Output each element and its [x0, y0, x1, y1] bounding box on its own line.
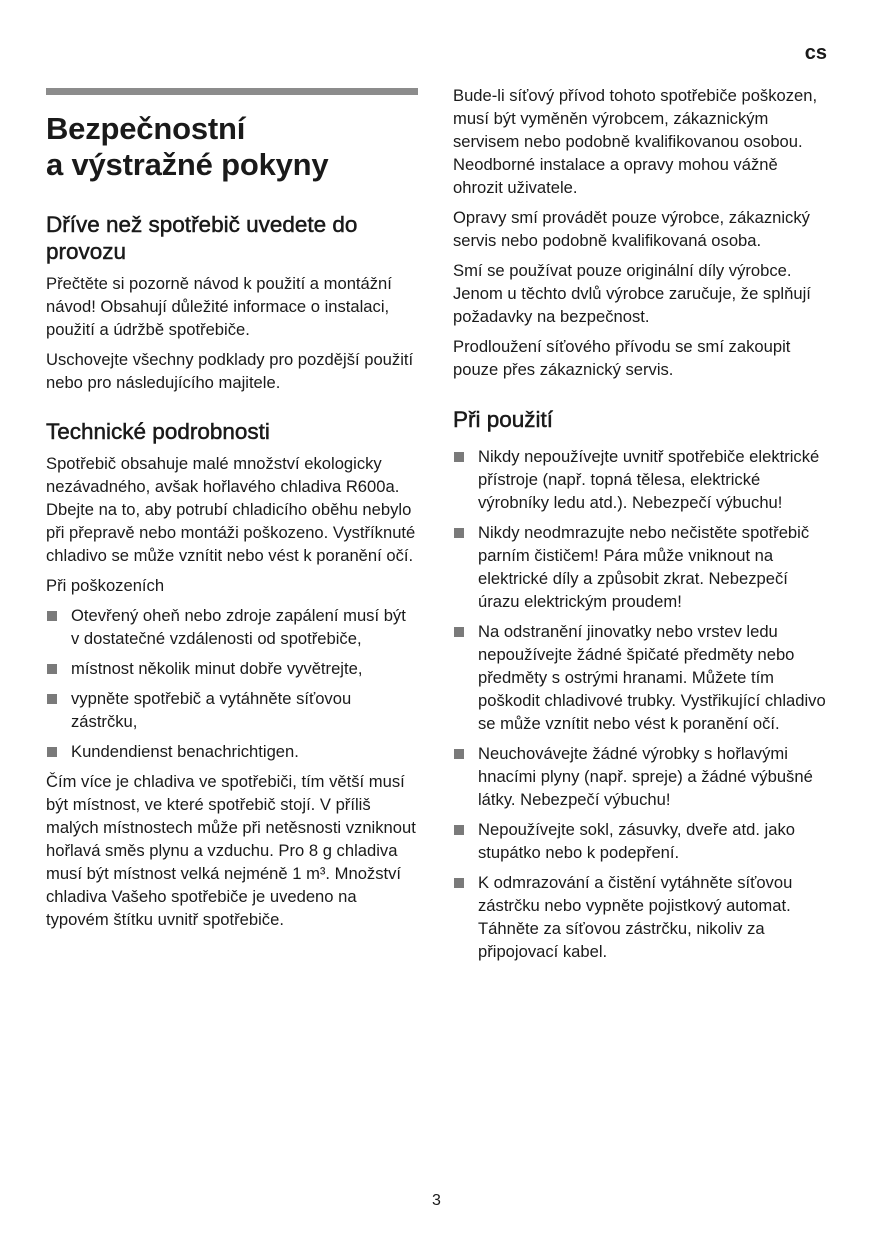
paragraph: Při poškozeních	[46, 576, 165, 595]
square-bullet-icon	[454, 825, 464, 835]
square-bullet-icon	[47, 694, 57, 704]
left-column	[46, 84, 418, 931]
list-item: místnost několik minut dobře vyvětrejte,	[46, 657, 418, 680]
section-heading-technical-details: Technické podrobnosti	[46, 419, 270, 444]
square-bullet-icon	[454, 452, 464, 462]
title-rule	[46, 88, 418, 95]
square-bullet-icon	[454, 528, 464, 538]
paragraph: Bude-li síťový přívod tohoto spotřebiče poškozen, musí být vyměněn výrobcem, zákaznickým servisem nebo podobně kvalifikovanou osobou. Neodborné instalace a opravy mohou vážně ohrozit uživatele.	[453, 86, 818, 197]
square-bullet-icon	[47, 664, 57, 674]
section-heading-before-use: Dříve než spotřebič uvedete do provozu	[46, 212, 358, 264]
paragraph: Smí se používat pouze originální díly výrobce. Jenom u těchto dvlů výrobce zaručuje, že splňují požadavky na bezpečnost.	[453, 261, 811, 326]
paragraph: Prodloužení síťového přívodu se smí zakoupit pouze přes zákaznický servis.	[453, 337, 791, 379]
paragraph: Opravy smí provádět pouze výrobce, zákaznický servis nebo podobně kvalifikovaná osoba.	[453, 208, 810, 250]
square-bullet-icon	[47, 611, 57, 621]
square-bullet-icon	[47, 747, 57, 757]
paragraph: Uschovejte všechny podklady pro pozdější použití nebo pro následujícího majitele.	[46, 350, 414, 392]
section-heading-during-use: Při použití	[453, 407, 554, 432]
page-number: 3	[432, 1192, 441, 1209]
right-column	[453, 84, 827, 963]
list-item: vypněte spotřebič a vytáhněte síťovou zástrčku,	[46, 687, 418, 733]
list-item: Neuchovávejte žádné výrobky s hořlavými hnacími plyny (např. spreje) a žádné výbušné látky. Nebezpečí výbuchu!	[453, 742, 827, 811]
bullet-list	[453, 445, 827, 963]
list-item: Nepoužívejte sokl, zásuvky, dveře atd. jako stupátko nebo k podepření.	[453, 818, 827, 864]
list-item: K odmrazování a čistění vytáhněte síťovou zástrčku nebo vypněte pojistkový automat. Táhněte za síťovou zástrčku, nikoliv za připojovací kabel.	[453, 871, 827, 963]
list-item: Na odstranění jinovatky nebo vrstev ledu nepoužívejte žádné špičaté předměty nebo předměty s ostrými hranami. Můžete tím poškodit chladivové trubky. Vystřikující chladivo se může vznítit nebo vést k poranění očí.	[453, 620, 827, 735]
paragraph: Spotřebič obsahuje malé množství ekologicky nezávadného, avšak hořlavého chladiva R600a. Dbejte na to, aby potrubí chladicího oběhu nebylo při přepravě nebo montáži poškozeno. Vystříknuté chladivo se může vznítit nebo vést k poranění očí.	[46, 454, 416, 565]
paragraph: Čím více je chladiva ve spotřebiči, tím větší musí být místnost, ve které spotřebič stojí. V příliš malých místnostech může při netěsnosti vzniknout hořlavá směs plynu a vzduchu. Pro 8 g chladiva musí být místnost velká nejméně 1 m³. Množství chladiva Vašeho spotřebiče je uvedeno na typovém štítku uvnitř spotřebiče.	[46, 772, 416, 929]
square-bullet-icon	[454, 627, 464, 637]
square-bullet-icon	[454, 749, 464, 759]
paragraph: Přečtěte si pozorně návod k použití a montážní návod! Obsahují důležité informace o instalaci, použití a údržbě spotřebiče.	[46, 274, 392, 339]
bullet-list	[46, 604, 418, 763]
list-item: Otevřený oheň nebo zdroje zapálení musí být v dostatečné vzdálenosti od spotřebiče,	[46, 604, 418, 650]
square-bullet-icon	[454, 878, 464, 888]
list-item: Kundendienst benachrichtigen.	[46, 740, 418, 763]
list-item: Nikdy neodmrazujte nebo nečistěte spotřebič parním čističem! Pára může vniknout na elektrické díly a způsobit zkrat. Nebezpečí úrazu elektrickým proudem!	[453, 521, 827, 613]
language-code: cs	[804, 42, 827, 64]
list-item: Nikdy nepoužívejte uvnitř spotřebiče elektrické přístroje (např. topná tělesa, elektrické výrobníky ledu atd.). Nebezpečí výbuchu!	[453, 445, 827, 514]
page-title: Bezpečnostní a výstražné pokyny	[46, 111, 329, 182]
